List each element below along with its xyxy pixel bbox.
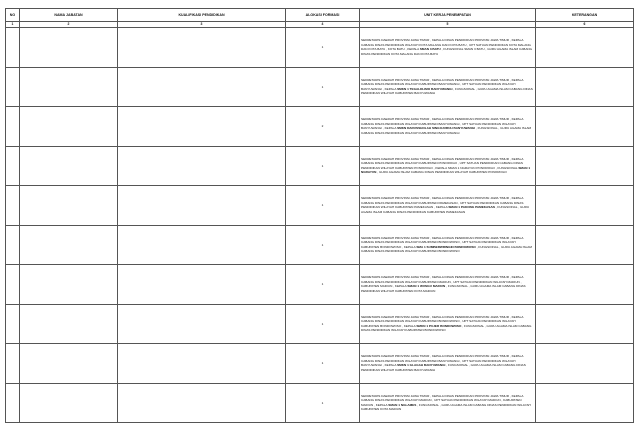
cell-keterangan <box>536 146 634 186</box>
unit-text: SEKRETARIS DAERAH PROVINSI JAWA TIMUR , KEPALA DINAS PENDIDIKAN PROVINSI JAWA TIMUR , KEPALA CABANG DINAS PENDIDIKAN WILAYAH KABUPATEN BANYUWANGI , UPT SATUAN PENDIDIKAN WILAYAH BANYUWANGI , KEPALA <box>361 117 524 131</box>
cell-alokasi: 1 <box>286 265 360 305</box>
cell-unit-kerja <box>360 28 536 68</box>
unit-text: , FUNGSIONAL , GURU AGAMA ISLAM CABANG DINAS PENDIDIKAN KABUPATEN PAMEKASAN <box>361 205 530 214</box>
unit-text: , FUNGSIONAL , GURU AGAMA ISLAM CABANG DINAS PENDIDIKAN WILAYAH KABUPATEN BONDOWOSO <box>361 323 532 333</box>
cell-kualifikasi <box>118 344 286 384</box>
cell-kualifikasi <box>118 146 286 186</box>
cell-alokasi: 1 <box>286 67 360 107</box>
unit-text: SEKRETARIS DAERAH PROVINSI JAWA TIMUR , KEPALA DINAS PENDIDIKAN PROVINSI JAWA TIMUR , KEPALA CABANG DINAS PENDIDIKAN WILAYAH KABUPATEN BANYUWANGI , UPT SATUAN PENDIDIKAN WILAYAH BANYUWANGI , KEPALA <box>361 77 524 91</box>
cell-alokasi: 1 <box>286 304 360 344</box>
school-name: SMKN DARUSSHOLAH SINGOJURUH BANYUWANGI <box>397 126 475 131</box>
cell-nama-jabatan <box>20 304 118 344</box>
cell-keterangan <box>536 28 634 68</box>
column-number: 2 <box>20 22 118 28</box>
cell-keterangan <box>536 67 634 107</box>
table-row <box>6 383 634 423</box>
cell-unit-kerja <box>360 344 536 384</box>
unit-text: , FUNGSIONAL , GURU AGAMA ISLAM CABANG DINAS PENDIDIKAN WILAYAH KABUPATEN BANYUWANGI <box>361 363 526 372</box>
cell-keterangan <box>536 107 634 147</box>
table-row <box>6 304 634 344</box>
cell-no <box>6 225 20 265</box>
cell-alokasi: 1 <box>286 344 360 384</box>
unit-text: SEKRETARIS DAERAH PROVINSI JAWA TIMUR , KEPALA DINAS PENDIDIKAN PROVINSI JAWA TIMUR , KEPALA CABANG DINAS PENDIDIKAN WILAYAH KABUPATEN PONOROGO , UPT SATUAN PENDIDIKAN CABANG DINAS PENDIDIKAN WILAYAH KABUPATEN PONOROGO , KEPALA SMAN 1 NGRAYUN PONOROGO , FUNGSIONAL <box>361 156 524 170</box>
cell-keterangan <box>536 383 634 423</box>
table-row <box>6 146 634 186</box>
unit-text: , FUNGSIONAL , GURU AGAMA ISLAM CABANG DINAS PENDIDIKAN WILAYAH KABUPATEN KOTA MADIUN <box>361 284 526 293</box>
school-name: SMKN 1 PUJER BONDOWOSO <box>416 323 462 328</box>
cell-no <box>6 107 20 147</box>
cell-kualifikasi <box>118 186 286 226</box>
cell-kualifikasi <box>118 304 286 344</box>
header-row <box>6 9 634 22</box>
unit-text: , FUNGSIONAL , GURU AGAMA ISLAM CABANG DINAS PENDIDIKAN WILAYAH KABUPATEN BONDOWOSO <box>361 244 532 254</box>
cell-keterangan <box>536 265 634 305</box>
header-kualifikasi: KUALIFIKASI PENDIDIKAN <box>118 9 286 22</box>
cell-no <box>6 146 20 186</box>
table-body <box>6 28 634 423</box>
unit-text: , GURU AGAMA ISLAM CABANG DINAS PENDIDIKAN WILAYAH KABUPATEN PONOROGO <box>376 170 507 175</box>
school-name: SMA 1 SUMBERWRINGIN BONDOWOSO <box>416 244 476 249</box>
column-number: 5 <box>360 22 536 28</box>
cell-unit-kerja <box>360 265 536 305</box>
cell-nama-jabatan <box>20 383 118 423</box>
cell-nama-jabatan <box>20 146 118 186</box>
cell-no <box>6 265 20 305</box>
cell-nama-jabatan <box>20 265 118 305</box>
cell-nama-jabatan <box>20 186 118 226</box>
cell-no <box>6 383 20 423</box>
school-name: SMAN 1 PAKONG PAMEKASAN <box>448 205 495 210</box>
cell-unit-kerja <box>360 304 536 344</box>
unit-text: , FUNGSIONAL , GURU AGAMA ISLAM CABANG DINAS PENDIDIKAN WILAYAH KABUPATEN BANYUWANGI <box>361 86 533 96</box>
cell-unit-kerja <box>360 186 536 226</box>
column-number: 4 <box>286 22 360 28</box>
school-name: SMKN 1 GLAGAH BANYUWANGI <box>397 363 446 368</box>
cell-alokasi: 1 <box>286 146 360 186</box>
column-number: 3 <box>118 22 286 28</box>
cell-kualifikasi <box>118 67 286 107</box>
cell-no <box>6 304 20 344</box>
cell-no <box>6 28 20 68</box>
cell-nama-jabatan <box>20 107 118 147</box>
table-row <box>6 344 634 384</box>
cell-alokasi: 1 <box>286 225 360 265</box>
school-name: SMKN 1 TEGALDLIMO BANYUWANGI <box>397 86 453 91</box>
unit-text: SEKRETARIS DAERAH PROVINSI JAWA TIMUR , KEPALA DINAS PENDIDIKAN PROVINSI JAWA TIMUR , KEPALA CABANG DINAS PENDIDIKAN WILAYAH KABUPATEN BONDOWOSO , UPT SATUAN PENDIDIKAN WILAYAH KABUPATEN BONDOWOSO , KEPALA <box>361 314 524 328</box>
school-name: SMAN 1 WUNGU MADIUN <box>407 284 446 289</box>
header-unit-kerja: UNIT KERJA PENEMPATAN <box>360 9 536 22</box>
column-number: 6 <box>536 22 634 28</box>
table-row <box>6 28 634 68</box>
header-nama-jabatan: NAMA JABATAN <box>20 9 118 22</box>
cell-nama-jabatan <box>20 344 118 384</box>
table-row <box>6 265 634 305</box>
cell-kualifikasi <box>118 107 286 147</box>
header-keterangan: KETERANGAN <box>536 9 634 22</box>
cell-unit-kerja <box>360 225 536 265</box>
cell-kualifikasi <box>118 28 286 68</box>
cell-kualifikasi <box>118 225 286 265</box>
cell-unit-kerja <box>360 146 536 186</box>
cell-no <box>6 344 20 384</box>
cell-keterangan <box>536 225 634 265</box>
table-row <box>6 225 634 265</box>
school-name: SMAN 1 NGRAYUN <box>361 165 531 175</box>
unit-text: , FUNGSIONAL , GURU AGAMA ISLAM CABANG DINAS PENDIDIKAN WILAYAH KABUPATEN BANYUWANGI <box>361 126 532 135</box>
unit-text: SEKRETARIS DAERAH PROVINSI JAWA TIMUR , KEPALA DINAS PENDIDIKAN PROVINSI JAWA TIMUR , KEPALA CABANG DINAS PENDIDIKAN WILAYAH KOTA MALANG DAN KOTA BATU , UPT SATUAN PENDIDIKAN KOTA MALANG DAN KOTA BATU , KOTA BATU , KEPALA <box>361 38 531 52</box>
column-number: 1 <box>6 22 20 28</box>
unit-text: SEKRETARIS DAERAH PROVINSI JAWA TIMUR , KEPALA DINAS PENDIDIKAN PROVINSI JAWA TIMUR , KEPALA CABANG DINAS PENDIDIKAN WILAYAH KABUPATEN MADIUN , UPT SATUAN PENDIDIKAN WILAYAH MADIUN , KABUPATEN MADIUN , KEPALA <box>361 275 524 289</box>
cell-kualifikasi <box>118 265 286 305</box>
unit-text: SEKRETARIS DAERAH PROVINSI JAWA TIMUR , KEPALA DINAS PENDIDIKAN PROVINSI JAWA TIMUR , KEPALA CABANG DINAS PENDIDIKAN WILAYAH KABUPATEN PAMEKASAN , UPT SATUAN PENDIDIKAN CABANG DINAS PENDIDIKAN WILAYAH KABUPATEN PAMEKASAN , KEPALA <box>361 196 524 210</box>
cell-nama-jabatan <box>20 67 118 107</box>
unit-text: SEKRETARIS DAERAH PROVINSI JAWA TIMUR , KEPALA DINAS PENDIDIKAN PROVINSI JAWA TIMUR , KEPALA CABANG DINAS PENDIDIKAN WILAYAH KABUPATEN BONDOWOSO , UPT SATUAN PENDIDIKAN WILAYAH KABUPATEN BONDOWOSO , KEPALA <box>361 235 524 249</box>
table-row <box>6 107 634 147</box>
table-row <box>6 67 634 107</box>
cell-alokasi: 1 <box>286 28 360 68</box>
unit-text: SEKRETARIS DAERAH PROVINSI JAWA TIMUR , KEPALA DINAS PENDIDIKAN PROVINSI JAWA TIMUR , KEPALA CABANG DINAS PENDIDIKAN WILAYAH MADIUN , UPT SATUAN PENDIDIKAN WILAYAH MADIUN , KABUPATEN MADIUN , KEPALA <box>361 393 524 407</box>
cell-no <box>6 67 20 107</box>
cell-nama-jabatan <box>20 28 118 68</box>
cell-unit-kerja <box>360 67 536 107</box>
school-name: SMAN 3 BATU <box>419 47 441 52</box>
cell-keterangan <box>536 344 634 384</box>
header-no: NO <box>6 9 20 22</box>
cell-kualifikasi <box>118 383 286 423</box>
unit-text: SEKRETARIS DAERAH PROVINSI JAWA TIMUR , KEPALA DINAS PENDIDIKAN PROVINSI JAWA TIMUR , KEPALA CABANG DINAS PENDIDIKAN WILAYAH KABUPATEN BANYUWANGI , UPT SATUAN PENDIDIKAN WILAYAH BANYUWANGI , KEPALA <box>361 354 524 368</box>
table-row <box>6 186 634 226</box>
unit-text: , FUNGSIONAL SMAN 3 BATU , GURU AGAMA ISLAM CABANG DINAS PENDIDIKAN KOTA MALANG DAN KOTA BATU <box>361 47 533 56</box>
cell-alokasi: 2 <box>286 107 360 147</box>
header-alokasi: ALOKASI FORMASI <box>286 9 360 22</box>
cell-alokasi: 1 <box>286 186 360 226</box>
formasi-table <box>5 8 634 423</box>
cell-no <box>6 186 20 226</box>
cell-nama-jabatan <box>20 225 118 265</box>
school-name: SMAN 1 NGLAMES <box>388 402 417 407</box>
cell-keterangan <box>536 186 634 226</box>
cell-keterangan <box>536 304 634 344</box>
cell-unit-kerja <box>360 107 536 147</box>
cell-unit-kerja <box>360 383 536 423</box>
unit-text: , FUNGSIONAL , GURU AGAMA ISLAM CABANG DINAS PENDIDIKAN WILAYAH KABUPATEN KOTA MADIUN <box>361 402 531 412</box>
cell-alokasi: 1 <box>286 383 360 423</box>
